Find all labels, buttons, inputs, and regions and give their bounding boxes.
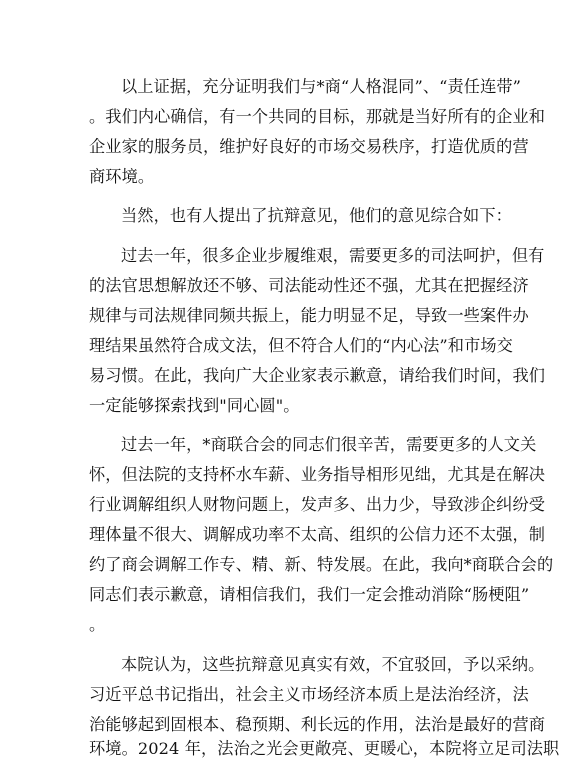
paragraph-3-line-2: 的法官思想解放还不够、司法能动性还不强，尤其在把握经济 bbox=[89, 276, 529, 295]
paragraph-4-line-5: 约了商会调解工作专、精、新、特发展。在此，我向*商联合会的 bbox=[89, 555, 554, 574]
paragraph-3-line-4: 理结果虽然符合成文法，但不符合人们的“内心法”和市场交 bbox=[89, 336, 513, 355]
paragraph-1-line-3: 企业家的服务员，维护好良好的市场交易秩序，打造优质的营 bbox=[89, 137, 529, 156]
paragraph-3-line-6: 一定能够探索找到"同心圆"。 bbox=[89, 396, 300, 415]
paragraph-5-line-2: 习近平总书记指出，社会主义市场经济本质上是法治经济，法 bbox=[89, 685, 529, 704]
paragraph-2-line-1: 当然，也有人提出了抗辩意见，他们的意见综合如下： bbox=[121, 206, 512, 225]
paragraph-1-line-4: 商环境。 bbox=[89, 167, 155, 186]
paragraph-4-line-6: 同志们表示歉意，请相信我们，我们一定会推动消除“肠梗阻” bbox=[89, 585, 530, 604]
paragraph-3-line-5: 易习惯。在此，我向广大企业家表示歉意，请给我们时间，我们 bbox=[89, 366, 546, 385]
paragraph-1-line-2: 。我们内心确信，有一个共同的目标，那就是当好所有的企业和 bbox=[89, 107, 546, 126]
paragraph-1-line-1: 以上证据，充分证明我们与*商“人格混同”、“责任连带” bbox=[121, 77, 522, 96]
paragraph-3-line-1: 过去一年，很多企业步履维艰，需要更多的司法呵护，但有 bbox=[121, 246, 545, 265]
paragraph-5-line-1: 本院认为，这些抗辩意见真实有效，不宜驳回，予以采纳。 bbox=[121, 655, 545, 674]
paragraph-5-line-4: 环境。2024 年，法治之光会更敞亮、更暖心，本院将立足司法职 bbox=[89, 739, 560, 758]
paragraph-4-line-1: 过去一年，*商联合会的同志们很辛苦，需要更多的人文关 bbox=[121, 435, 537, 454]
paragraph-3-line-3: 规律与司法规律同频共振上，能力明显不足，导致一些案件办 bbox=[89, 306, 529, 325]
paragraph-4-line-7: 。 bbox=[89, 615, 106, 634]
paragraph-4-line-2: 怀，但法院的支持杯水车薪、业务指导相形见绌，尤其是在解决 bbox=[89, 465, 546, 484]
paragraph-4-line-3: 行业调解组织人财物问题上，发声多、出力少，导致涉企纠纷受 bbox=[89, 495, 546, 514]
paragraph-5-line-3: 治能够起到固根本、稳预期、利长远的作用，法治是最好的营商 bbox=[89, 715, 546, 734]
paragraph-4-line-4: 理体量不很大、调解成功率不太高、组织的公信力还不太强，制 bbox=[89, 525, 546, 544]
